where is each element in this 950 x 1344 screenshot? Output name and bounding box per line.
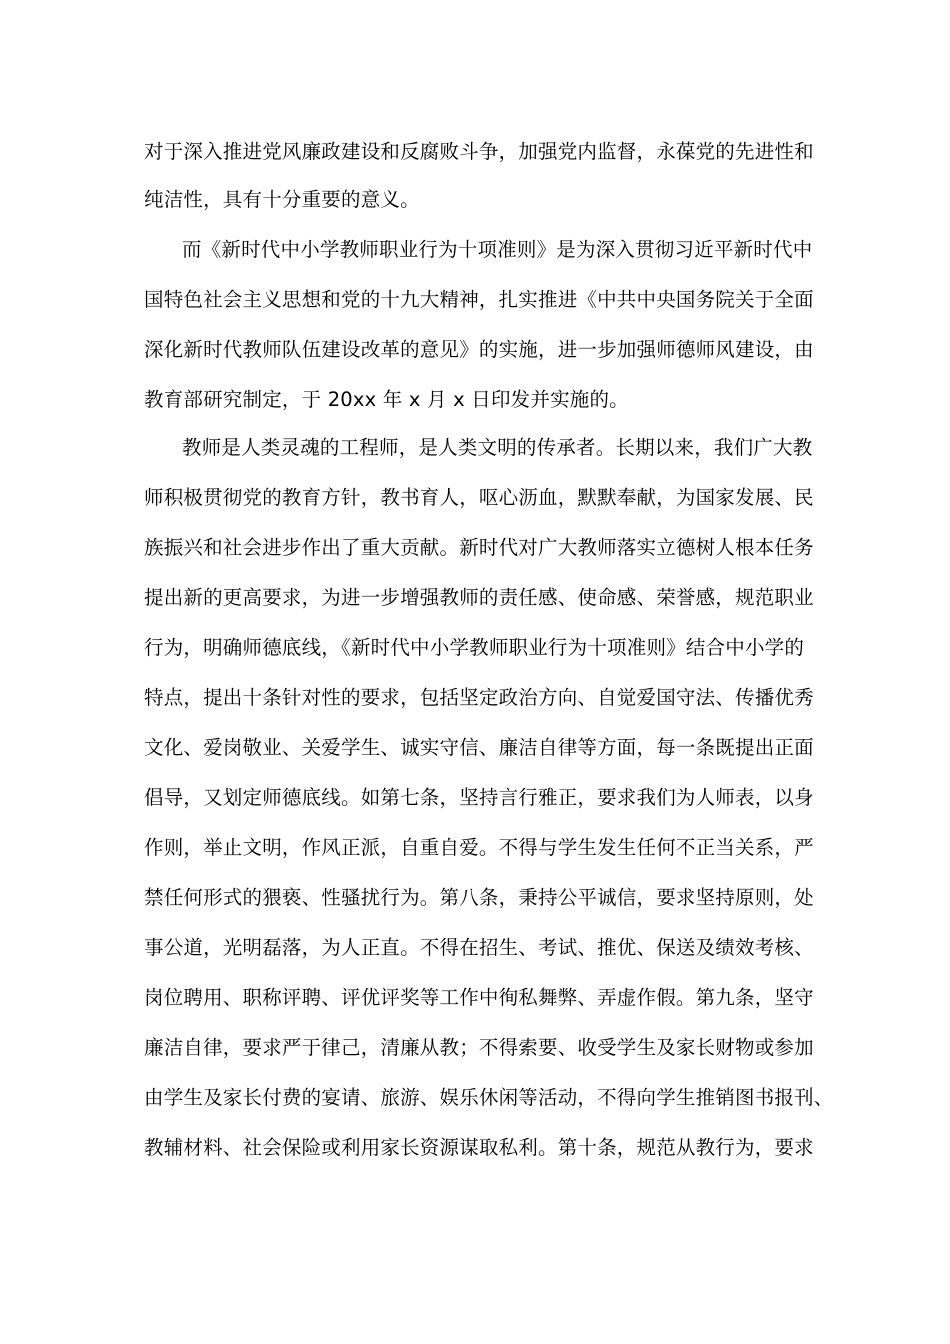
text-line: 行为，明确师德底线，《新时代中小学教师职业行为十项准则》结合中小学的: [144, 636, 805, 659]
text-line: 对于深入推进党风廉政建设和反腐败斗争，加强党内监督，永葆党的先进性和: [144, 140, 814, 163]
text-line: 作则，举止文明，作风正派，自重自爱。不得与学生发生任何不正当关系，严: [144, 836, 814, 859]
text-line: 禁任何形式的猥亵、性骚扰行为。第八条，秉持公平诚信，要求坚持原则，处: [144, 886, 814, 909]
text-line: 廉洁自律，要求严于律己，清廉从教；不得索要、收受学生及家长财物或参加: [144, 1036, 814, 1059]
text-line: 特点，提出十条针对性的要求，包括坚定政治方向、自觉爱国守法、传播优秀: [144, 686, 814, 709]
text-line: 提出新的更高要求，为进一步增强教师的责任感、使命感、荣誉感，规范职业: [144, 586, 814, 609]
text-line: 倡导，又划定师德底线。如第七条，坚持言行雅正，要求我们为人师表，以身: [144, 786, 814, 809]
text-line: 文化、爱岗敬业、关爱学生、诚实守信、廉洁自律等方面，每一条既提出正面: [144, 736, 814, 759]
text-line: 族振兴和社会进步作出了重大贡献。新时代对广大教师落实立德树人根本任务: [144, 536, 814, 559]
text-line: 事公道，光明磊落，为人正直。不得在招生、考试、推优、保送及绩效考核、: [144, 936, 814, 959]
text-line: 岗位聘用、职称评聘、评优评奖等工作中徇私舞弊、弄虚作假。第九条，坚守: [144, 986, 814, 1009]
paragraph-first-line: 教师是人类灵魂的工程师，是人类文明的传承者。长期以来，我们广大教: [182, 436, 813, 459]
text-line: 教育部研究制定，于 20xx 年 x 月 x 日印发并实施的。: [144, 388, 629, 411]
text-line: 深化新时代教师队伍建设改革的意见》的实施，进一步加强师德师风建设，由: [144, 338, 814, 361]
text-line: 国特色社会主义思想和党的十九大精神，扎实推进《中共中央国务院关于全面: [144, 288, 814, 311]
paragraph-first-line: 而《新时代中小学教师职业行为十项准则》是为深入贯彻习近平新时代中: [182, 238, 813, 261]
text-line: 教辅材料、社会保险或利用家长资源谋取私利。第十条，规范从教行为，要求: [144, 1136, 814, 1159]
text-line: 师积极贯彻党的教育方针，教书育人，呕心沥血，默默奉献，为国家发展、民: [144, 486, 814, 509]
text-line: 纯洁性，具有十分重要的意义。: [144, 188, 420, 211]
text-line: 由学生及家长付费的宴请、旅游、娱乐休闲等活动，不得向学生推销图书报刊、: [144, 1086, 834, 1109]
